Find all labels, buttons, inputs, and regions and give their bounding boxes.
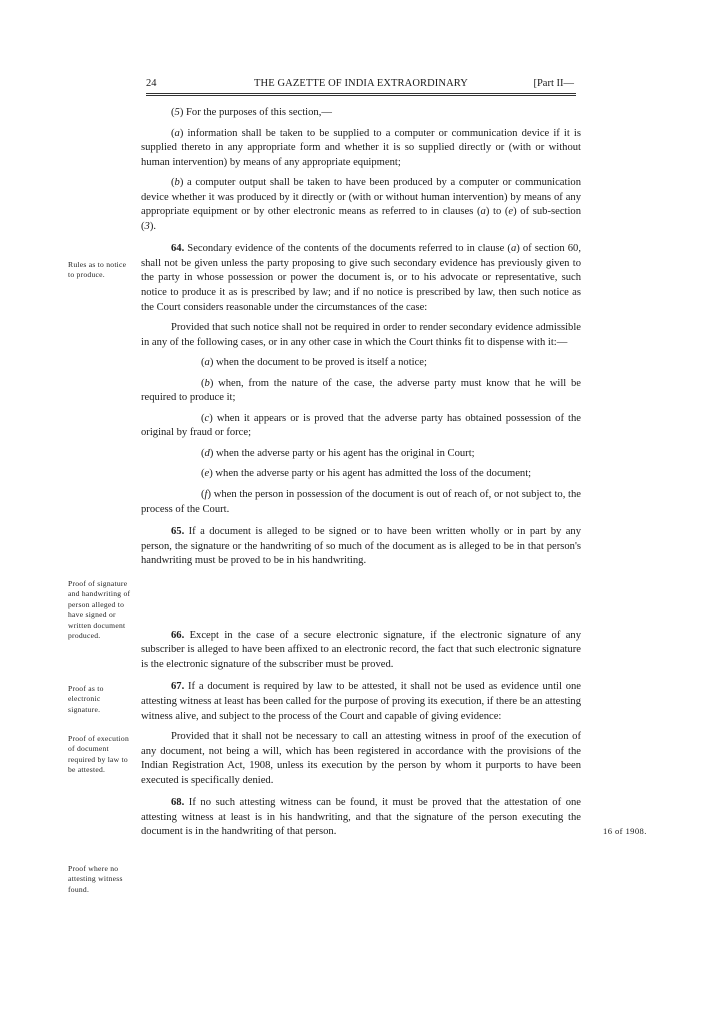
margin-note-66: Proof as to electronic signature.: [68, 684, 104, 714]
section-66: 66. Except in the case of a secure electronic signature, if the electronic signature of any subscriber is alleged to have been affixed to an electronic record, the fact that such electronic signature is the electronic signature of the subscriber must be proved.: [141, 629, 581, 670]
clause-64d: (d) when the adverse party or his agent has the original in Court;: [201, 447, 475, 459]
document-body: [141, 106, 581, 846]
margin-note-act-1908: 16 of 1908.: [603, 826, 647, 836]
margin-note-64: Rules as to notice to produce.: [68, 260, 127, 280]
margin-note-68: Proof where no attesting witness found.: [68, 864, 123, 894]
margin-note-65: Proof of signature and handwriting of person alleged to have signed or written document produced.: [68, 579, 131, 641]
section-65: 65. If a document is alleged to be signed or to have been written wholly or in part by any person, the signature or the handwriting of so much of the document as is alleged to be in that person's handwriting must be proved to be in his handwriting.: [141, 526, 581, 567]
section-67: 67. If a document is required by law to be attested, it shall not be used as evidence until one attesting witness at least has been called for the purpose of proving its execution, if there be an attesting witness alive, and subject to the process of the Court and capable of giving evidence:: [141, 681, 581, 722]
clause-5a: (a) information shall be taken to be supplied to a computer or communication device if it is supplied thereto in any appropriate form and whether it is so supplied directly or (with or without human intervention) by means of any appropriate equipment;: [141, 127, 581, 168]
margin-note-67: Proof of execution of document required by law to be attested.: [68, 734, 130, 775]
page-header: [146, 78, 576, 94]
section-64: 64. Secondary evidence of the contents of the documents referred to in clause (a) of section 60, shall not be given unless the party proposing to give such secondary evidence has previously given to the party in whose possession or power the document is, or to his advocate or representative, such notice to produce it as is prescribed by law; and if no notice is prescribed by law, then such notice as the Court considers reasonable under the circumstances of the case:: [141, 243, 581, 313]
clause-64b: (b) when, from the nature of the case, the adverse party must know that he will be required to produce it;: [141, 377, 581, 404]
clause-64c: (c) when it appears or is proved that the adverse party has obtained possession of the original by fraud or force;: [141, 412, 581, 439]
section-64-proviso: Provided that such notice shall not be required in order to render secondary evidence admissible in any of the following cases, or in any other case in which the Court thinks fit to dispense with it:—: [141, 322, 581, 348]
section-68: 68. If no such attesting witness can be found, it must be proved that the attestation of one attesting witness at least is in his handwriting, and that the signature of the person executing the document is in the handwriting of that person.: [141, 797, 581, 838]
gazette-title: THE GAZETTE OF INDIA EXTRAORDINARY: [254, 78, 468, 89]
part-label: [Part II—: [533, 78, 574, 89]
clause-64a: (a) when the document to be proved is itself a notice;: [201, 357, 427, 369]
header-rule: [146, 93, 576, 96]
clause-5b: (b) a computer output shall be taken to have been produced by a computer or communication device whether it was produced by it directly or (with or without human intervention) by means of any appropriate equipment or by other electronic means as referred to in clauses (a) to (e) of sub-section (3).: [141, 177, 582, 232]
clause-64f: (f) when the person in possession of the document is out of reach of, or not subject to, the process of the Court.: [141, 489, 581, 515]
subsection-5-intro: (5) For the purposes of this section,—: [171, 107, 332, 118]
page-number: 24: [146, 78, 157, 89]
clause-64e: (e) when the adverse party or his agent has admitted the loss of the document;: [201, 468, 532, 480]
section-67-proviso: Provided that it shall not be necessary to call an attesting witness in proof of the execution of any document, not being a will, which has been registered in accordance with the provisions of the Indian Registration Act, 1908, unless its execution by the person by whom it purports to have been executed is specifically denied.: [141, 731, 581, 786]
